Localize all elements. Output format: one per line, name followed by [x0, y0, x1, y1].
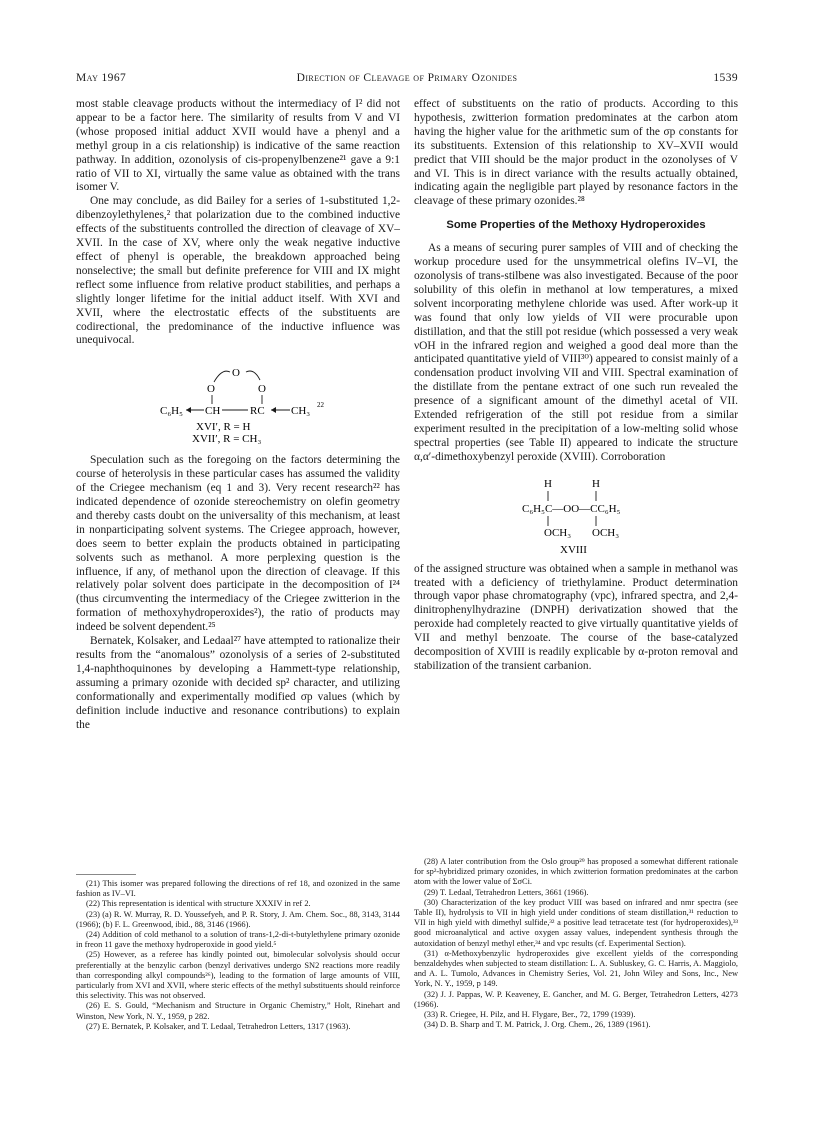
ozonide-o-left: O — [207, 383, 215, 396]
phenyl-group: C₆H₅ — [160, 405, 183, 418]
footnote-25: (25) However, as a referee has kindly pointed out, bimolecular solvolysis should occur preferentially at the benzylic carbon (benzyl derivatives undergo SN2 reactions more readily than corresponding alkyl compounds²⁶), leading to the formation of large amounts of VIII, particularly from XVI and XVII, where steric effects of the methyl substituents should reinforce this selectivity. This was not observed. — [76, 950, 400, 1001]
label-xvii: XVII′, R = CH₃ — [192, 433, 262, 446]
structure-xviii — [414, 471, 738, 559]
ch-center: CH — [205, 405, 221, 418]
left-paragraph-3: Speculation such as the foregoing on the factors determining the course of heterolysis in these particular cases has assumed the validity of the Criegee mechanism (eq 1 and 3). Very recent research²² has indicated dependence of ozonide stereochemistry on olefin geometry and thereby casts doubt on the universality of this mechanism, at least in nonparticipating solvent systems. The Criegee approach, however, does seem to better explain the products obtained in participating solvents such as methanol. A more perplexing question is the influence, if any, of methanol upon the direction of cleavage. If this relatively polar solvent does participate in the decomposition of I²⁴ (thus circumventing the intermediacy of the Criegee zwitterion in the formation of methoxyhydroperoxides²), the ratio of products may indeed be solvent dependent.²⁵ — [76, 454, 400, 634]
footnote-31: (31) α-Methoxybenzylic hydroperoxides give excellent yields of the corresponding benzaldehydes when subjected to steam distillation: L. A. Subluskey, G. C. Harris, A. Maggiolo, and A. L. Tumolo, Advances in Chemistry Series, Vol. 21, John Wiley and Sons, Inc., New York, N. Y., 1959, p 149. — [414, 948, 738, 989]
left-paragraph-2: One may conclude, as did Bailey for a series of 1-substituted 1,2-dibenzoylethylenes,² that polarization due to the combined inductive effects of the substituents controlled the direction of cleavage of XV–XVII. In the case of XV, where only the weak negative inductive effect of phenyl is operable, the breakdown approached being nonselective; the small but definite preference for VIII and IX might reflect some influence from relative product stabilities, and perhaps a slightly longer lifetime for the initial adduct itself. With XVI and XVII, where the electrostatic effects of the substituents are codirectional, the predominance of the inductive influence was unequivocal. — [76, 195, 400, 347]
footnote-26: (26) E. S. Gould, “Mechanism and Structure in Organic Chemistry,” Holt, Rinehart and Winston, New York, N. Y., 1959, p 282. — [76, 1001, 400, 1021]
footnote-24: (24) Addition of cold methanol to a solution of trans-1,2-di-t-butylethylene primary ozonide in freon 11 gave the methoxy hydroperoxide in good yield.⁵ — [76, 930, 400, 950]
right-paragraph-1: effect of substituents on the ratio of products. According to this hypothesis, zwitterion formation predominates at the carbon atom having the higher value for the arithmetic sum of the σp constants for its substituents. Extension of this relationship to XV–XVII would predict that VIII should be the major product in the ozonolyses of V and VI. This is in direct variance with the results actually obtained, indicating again the negligible part played by resonance factors in the cleavage of these primary ozonides.²⁸ — [414, 98, 738, 208]
footnote-28: (28) A later contribution from the Oslo group²⁹ has proposed a somewhat different rationale for sp²-hybridized primary ozonides, in which zwitterion formation predominates at the carbon atom with the lower value of ΣσCi. — [414, 857, 738, 887]
footnotes-right — [414, 857, 738, 1030]
label-xvi: XVI′, R = H — [196, 421, 251, 434]
left-paragraph-4: Bernatek, Kolsaker, and Ledaal²⁷ have attempted to rationalize their results from the “anomalous” ozonolysis of a series of 2-substituted 1,4-naphthoquinones by developing a Hammett-type relationship, assuming a primary ozonide with decided sp² character, and utilizing conformationally and experimentally modified σp values (which by definition include inductive and resonance contributions) to explain the — [76, 635, 400, 731]
footnote-23: (23) (a) R. W. Murray, R. D. Youssefyeh, and P. R. Story, J. Am. Chem. Soc., 88, 3143, 3144 (1966); (b) F. L. Greenwood, ibid., 88, 3146 (1966). — [76, 909, 400, 929]
footnote-29: (29) T. Ledaal, Tetrahedron Letters, 3661 (1966). — [424, 887, 589, 897]
right-paragraph-2: As a means of securing purer samples of VIII and of checking the workup procedure used for the unsymmetrical olefins IV–VI, the ozonolysis of trans-stilbene was also investigated. Because of the poor solubility of this olefin in methanol at low temperatures, a mixed solvent incorporating methylene chloride was used. After work-up it was found that only low yields of VII were procurable upon distillation, and that the still pot residue (which possessed a very weak νOH in the infrared region and weighed a good deal more than the anticipated quantitative yield of VIII³⁰) appeared to consist mainly of a condensation product involving VII and VIII. Spectral examination of the distillate from the pentane extract of one such run revealed the presence of a significant amount of the dimethyl acetal of VII. Extended refrigeration of the still pot residue from a similar experiment resulted in the precipitation of a low-melting solid whose spectral properties (see Table II) appeared to indicate the structure α,α′-dimethoxybenzyl peroxide (XVIII). Corroboration — [414, 242, 738, 463]
header-title: Direction of Cleavage of Primary Ozonides — [296, 72, 518, 84]
page-number: 1539 — [713, 72, 738, 84]
footnote-32: (32) J. J. Pappas, W. P. Keaveney, E. Gancher, and M. G. Berger, Tetrahedron Letters, 4273 (1966). — [414, 989, 738, 1009]
left-paragraph-1: most stable cleavage products without the intermediacy of I² did not appear to be a factor here. The similarity of results from V and VI (whose proposed initial adduct XVII would have a phenyl and a methyl group in a cis relationship) is indicative of the same reaction pathway. In addition, ozonolysis of cis-propenylbenzene²¹ gave a 9:1 ratio of VII to XI, virtually the same value as obtained with the trans isomer V. — [76, 98, 400, 194]
right-paragraph-3: of the assigned structure was obtained when a sample in methanol was treated with a deficiency of triethylamine. Product determination through vapor phase chromatography (vpc), infrared spectra, and 2,4-dinitrophenylhydrazine (DNPH) derivatization showed that the peroxide had completely reacted to give virtually quantitative yields of VII and methyl benzoate. The course of the base-catalyzed decomposition of XVIII is readily explicable by α-proton removal and stabilization of the transient carbanion. — [414, 562, 738, 672]
ozonide-o-right: O — [258, 383, 266, 396]
methoxy-1: OCH₃ — [544, 526, 572, 539]
right-column — [414, 98, 738, 674]
footnote-33: (33) R. Criegee, H. Pilz, and H. Flygare, Ber., 72, 1799 (1939). — [424, 1010, 636, 1020]
label-xviii: XVIII — [560, 543, 587, 556]
footnote-34: (34) D. B. Sharp and T. M. Patrick, J. Org. Chem., 26, 1389 (1961). — [424, 1020, 651, 1030]
footnote-27: (27) E. Bernatek, P. Kolsaker, and T. Ledaal, Tetrahedron Letters, 1317 (1963). — [86, 1021, 351, 1031]
structure-xvi-xvii — [76, 354, 400, 450]
page-header — [76, 72, 738, 90]
footnote-rule-left — [76, 874, 136, 875]
peroxide-chain: C₆H₅C—OO—CC₆H₅ — [522, 502, 621, 515]
footnote-21: (21) This isomer was prepared following the directions of ref 18, and ozonized in the same fashion as IV–VI. — [76, 879, 400, 899]
footnote-30: (30) Characterization of the key product VIII was based on infrared and nmr spectra (see Table II), hydrolysis to VII in high yield under conditions of steam distillation,³¹ reduction to VII in high yield with dimethyl sulfide,³² a positive lead tetracetate test (for hydroperoxides),³³ good microanalytical and active oxygen assay values, independent synthesis through the autoxidation of benzyl methyl ether,³⁴ and vpc results (cf. Experimental Section). — [414, 897, 738, 948]
hydrogen-2: H — [592, 477, 600, 490]
structure-xviii-diagram — [414, 471, 738, 559]
footnote-22: (22) This representation is identical with structure XXXIV in ref 2. — [86, 899, 311, 909]
hydrogen-1: H — [544, 477, 552, 490]
methyl-group: CH₃ — [291, 405, 311, 418]
rc-center: RC — [250, 405, 265, 418]
section-heading: Some Properties of the Methoxy Hydroperoxides — [446, 219, 706, 232]
struct-ref: 22 — [317, 401, 324, 410]
header-date: May 1967 — [76, 72, 127, 84]
footnotes-left — [76, 879, 400, 1032]
ozonide-o-top: O — [232, 367, 240, 380]
left-column — [76, 98, 400, 732]
structure-diagram — [76, 354, 400, 450]
methoxy-2: OCH₃ — [592, 526, 620, 539]
